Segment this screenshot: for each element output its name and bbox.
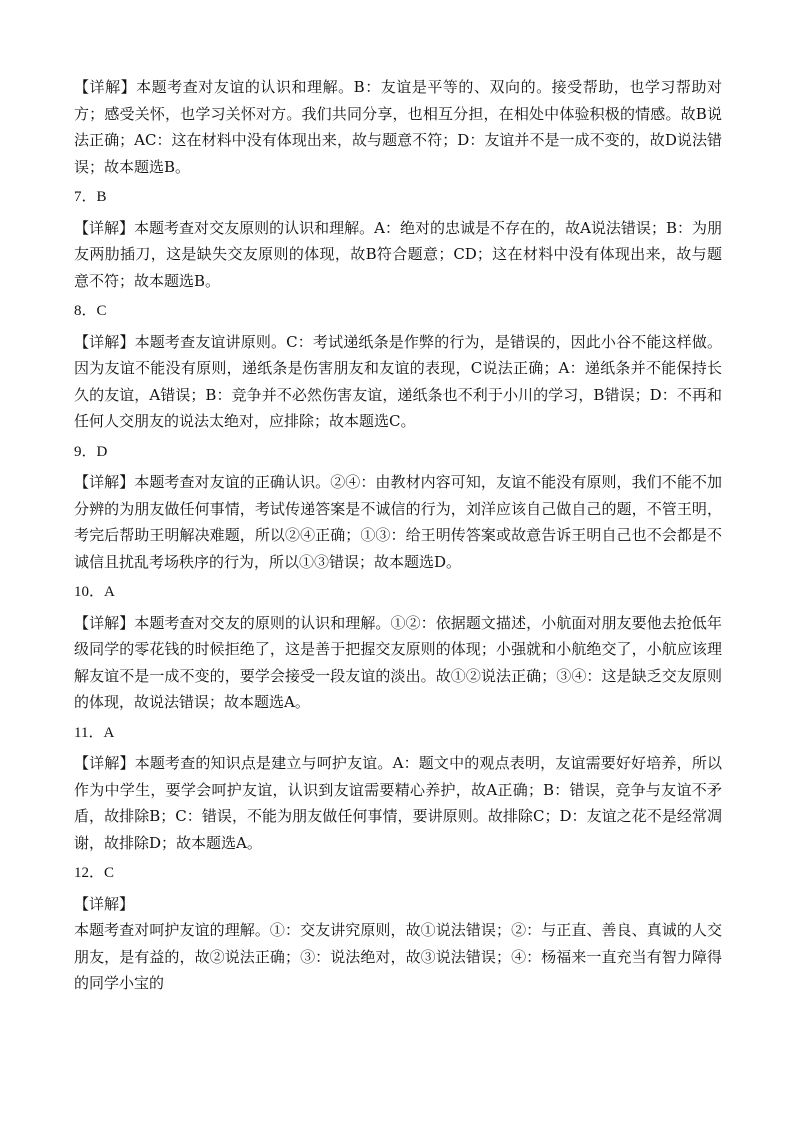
explanation-paragraph: 【详解】本题考查的知识点是建立与呵护友谊。A：题文中的观点表明，友谊需要好好培养，所以作为中学生，要学会呵护友谊，认识到友谊需要精心养护，故A正确；B：错误，竞争与友谊不矛盾，故排除B；C：错误，不能为朋友做任何事情，要讲原则。故排除C；D：友谊之花不是经常凋谢，故排除D；故本题选A。 (74, 754, 722, 852)
explanation-paragraph: 【详解】本题考查对交友的原则的认识和理解。①②：依据题文描述，小航面对朋友要他去抢低年级同学的零花钱的时候拒绝了，这是善于把握交友原则的体现；小强就和小航绝交了，小航应该理解友谊不是一成不变的，要学会接受一段友谊的淡出。故①②说法正确；③④：这是缺乏交友原则的体现，故说法错误；故本题选A。 (74, 613, 722, 711)
document-page (74, 74, 722, 997)
answer-number: 9．D (74, 443, 108, 460)
answer-item-9 (74, 439, 722, 576)
explanation-paragraph: 【详解】本题考查友谊讲原则。C：考试递纸条是作弊的行为，是错误的，因此小谷不能这样做。因为友谊不能没有原则，递纸条是伤害朋友和友谊的表现，C说法正确；A：递纸条并不能保持长久的友谊，A错误；B：竞争并不必然伤害友谊，递纸条也不利于小川的学习，B错误；D：不再和任何人交朋友的说法太绝对，应排除；故本题选C。 (74, 332, 722, 430)
answer-item-7 (74, 184, 722, 294)
explanation-heading: 【详解】 (74, 894, 135, 913)
answer-number: 8．C (74, 303, 107, 319)
answer-number: 12．C (74, 865, 115, 881)
answer-number: 10．A (74, 584, 115, 600)
explanation-paragraph: 【详解】本题考查对友谊的认识和理解。B：友谊是平等的、双向的。接受帮助，也学习帮助对方；感受关怀，也学习关怀对方。我们共同分享，也相互分担，在相处中体验积极的情感。故B说法正确；AC：这在材料中没有体现出来，故与题意不符；D：友谊并不是一成不变的，故D说法错误；故本题选B。 (74, 78, 722, 176)
answer-number: 7．B (74, 189, 107, 205)
answer-number: 11．A (74, 724, 115, 741)
answer-item-8 (74, 298, 722, 435)
answer-item-6-explanation (74, 74, 722, 180)
answer-item-11 (74, 720, 722, 857)
answer-item-10 (74, 579, 722, 716)
answer-item-12 (74, 860, 722, 997)
explanation-paragraph: 【详解】本题考查对友谊的正确认识。②④：由教材内容可知，友谊不能没有原则，我们不能不加分辨的为朋友做任何事情，考试传递答案是不诚信的行为，刘洋应该自己做自己的题，不管王明，考完后帮助王明解决难题，所以②④正确；①③：给王明传答案或故意告诉王明自己也不会都是不诚信且扰乱考场秩序的行为，所以①③错误；故本题选D。 (74, 473, 722, 571)
explanation-paragraph: 本题考查对呵护友谊的理解。①：交友讲究原则，故①说法错误；②：与正直、善良、真诚的人交朋友，是有益的，故②说法正确；③：说法绝对，故③说法错误；④：杨福来一直充当有智力障得的同学小宝的 (74, 921, 722, 992)
explanation-paragraph: 【详解】本题考查对交友原则的认识和理解。A：绝对的忠诚是不存在的，故A说法错误；B：为朋友两肋插刀，这是缺失交友原则的体现，故B符合题意；CD；这在材料中没有体现出来，故与题意不符；故本题选B。 (74, 218, 722, 290)
